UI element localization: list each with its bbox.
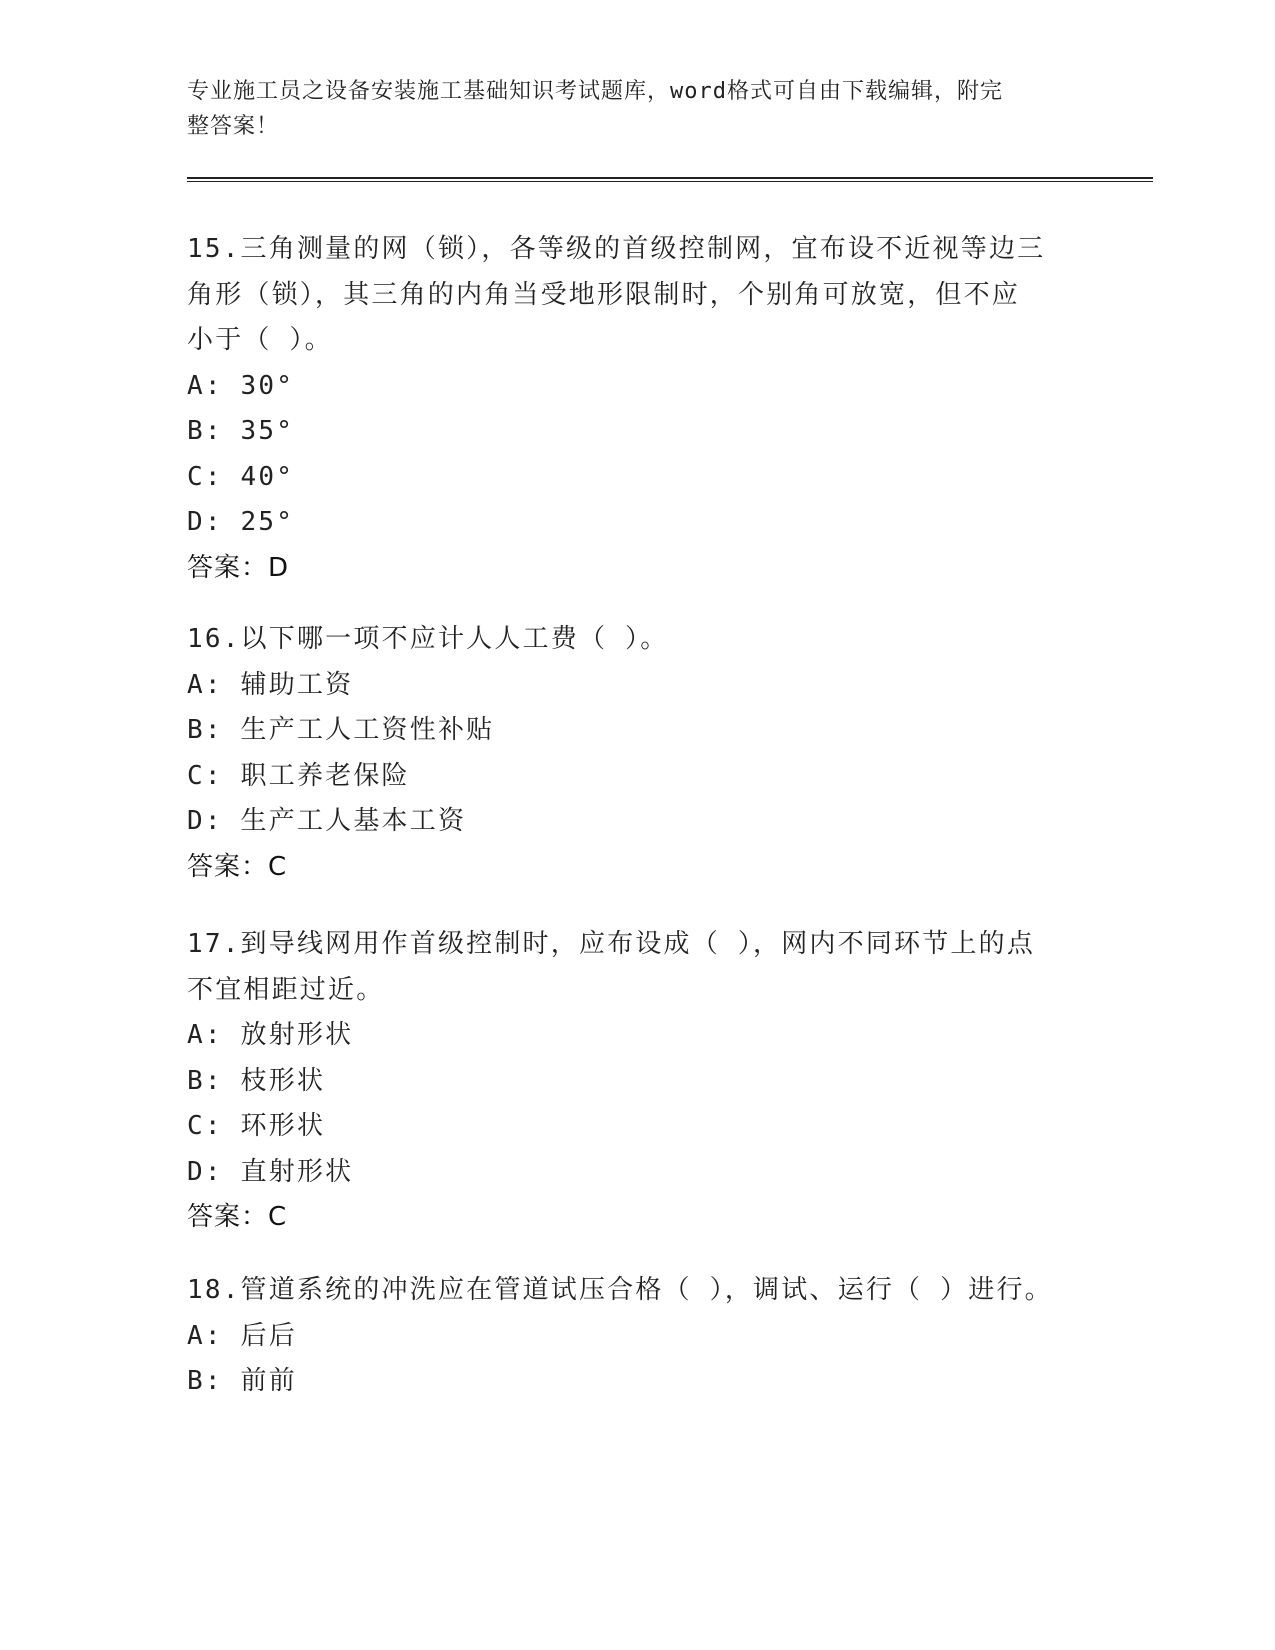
option-list (187, 1013, 1087, 1195)
option-c: C: 职工养老保险 (187, 760, 410, 791)
header-line-2: 整答案！ (187, 114, 280, 139)
option-list (187, 663, 1087, 845)
answer-line: 答案：D (187, 552, 290, 583)
header-divider (187, 177, 1153, 182)
question-stem (187, 617, 1087, 663)
option-d: D: 25° (187, 507, 295, 537)
option-c: C: 40° (187, 461, 295, 492)
document-header (187, 74, 1067, 144)
question-17 (187, 922, 1087, 1241)
header-line-1: 专业施工员之设备安装施工基础知识考试题库，word格式可自由下载编辑，附完 (187, 79, 1003, 104)
question-stem (187, 1268, 1087, 1314)
option-d: D: 生产工人基本工资 (187, 806, 467, 836)
stem-line: 小于（ ）。 (187, 325, 333, 355)
option-b: B: 前前 (187, 1366, 297, 1396)
answer-line: 答案：C (187, 851, 288, 882)
question-stem (187, 922, 1087, 1013)
option-list (187, 1314, 1087, 1405)
option-c: C: 环形状 (187, 1111, 326, 1141)
option-a: A: 后后 (187, 1320, 297, 1351)
option-a: A: 放射形状 (187, 1020, 354, 1050)
stem-line: 角形（锁），其三角的内角当受地形限制时，个别角可放宽，但不应 (187, 279, 1021, 310)
stem-line: 15.三角测量的网（锁），各等级的首级控制网，宜布设不近视等边三 (187, 234, 1046, 264)
stem-line: 17.到导线网用作首级控制时，应布设成（ ），网内不同环节上的点 (187, 929, 1036, 959)
answer-line: 答案：C (187, 1202, 288, 1232)
question-stem (187, 227, 1087, 364)
stem-line: 18.管道系统的冲洗应在管道试压合格（ ），调试、运行（ ）进行。 (187, 1275, 1053, 1305)
option-b: B: 35° (187, 416, 295, 446)
option-d: D: 直射形状 (187, 1156, 354, 1187)
option-b: B: 枝形状 (187, 1065, 326, 1096)
option-a: A: 30° (187, 370, 295, 401)
stem-line: 不宜相距过近。 (187, 974, 385, 1005)
option-a: A: 辅助工资 (187, 669, 354, 700)
question-18 (187, 1268, 1087, 1405)
option-list (187, 364, 1087, 546)
question-15 (187, 227, 1087, 591)
option-b: B: 生产工人工资性补贴 (187, 715, 495, 745)
question-16 (187, 617, 1087, 890)
stem-line: 16.以下哪一项不应计人人工费（ ）。 (187, 624, 669, 654)
